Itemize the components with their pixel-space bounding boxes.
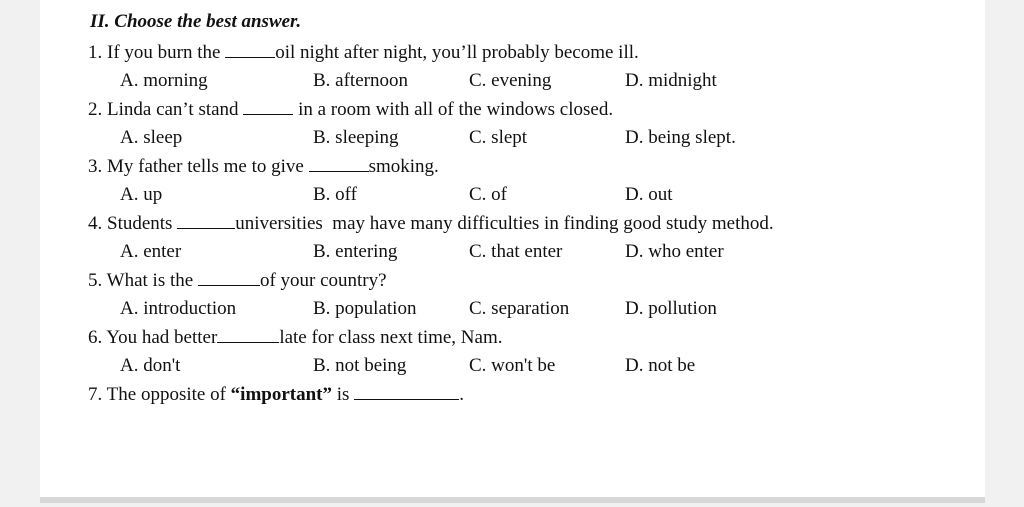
page-bottom-edge [40, 497, 985, 503]
option-6a: A. don't [120, 355, 181, 376]
question-3: 3. My father tells me to give smoking. [88, 156, 439, 177]
question-4: 4. Students universities may have many difficulties in finding good study method. [88, 213, 774, 234]
option-4b: B. entering [313, 241, 398, 262]
answer-blank [225, 41, 275, 58]
option-1d: D. midnight [625, 70, 717, 91]
bold-word: “important” [230, 384, 332, 405]
question-1: 1. If you burn the oil night after night, you’ll probably become ill. [88, 42, 639, 63]
option-6b: B. not being [313, 355, 407, 376]
option-2c: C. slept [469, 127, 528, 148]
option-4c: C. that enter [469, 241, 563, 262]
answer-blank [243, 98, 293, 115]
answer-blank [217, 326, 279, 343]
option-3d: D. out [625, 184, 673, 205]
option-3a: A. up [120, 184, 163, 205]
option-5c: C. separation [469, 298, 570, 319]
option-3c: C. of [469, 184, 507, 205]
answer-blank [198, 269, 260, 286]
question-6: 6. You had better late for class next time, Nam. [88, 327, 503, 348]
option-6d: D. not be [625, 355, 696, 376]
question-7: 7. The opposite of “important” is . [88, 384, 464, 405]
option-2d: D. being slept. [625, 127, 736, 148]
question-2: 2. Linda can’t stand in a room with all of the windows closed. [88, 99, 614, 120]
option-2a: A. sleep [120, 127, 183, 148]
option-6c: C. won't be [469, 355, 556, 376]
option-5a: A. introduction [120, 298, 237, 319]
option-1a: A. morning [120, 70, 208, 91]
section-heading: II. Choose the best answer. [90, 11, 302, 32]
answer-blank [354, 383, 459, 400]
option-2b: B. sleeping [313, 127, 399, 148]
question-5: 5. What is the of your country? [88, 270, 387, 291]
option-4d: D. who enter [625, 241, 724, 262]
option-5b: B. population [313, 298, 417, 319]
option-1c: C. evening [469, 70, 552, 91]
option-3b: B. off [313, 184, 357, 205]
option-5d: D. pollution [625, 298, 717, 319]
answer-blank [309, 155, 369, 172]
answer-blank [177, 212, 235, 229]
option-1b: B. afternoon [313, 70, 408, 91]
option-4a: A. enter [120, 241, 182, 262]
